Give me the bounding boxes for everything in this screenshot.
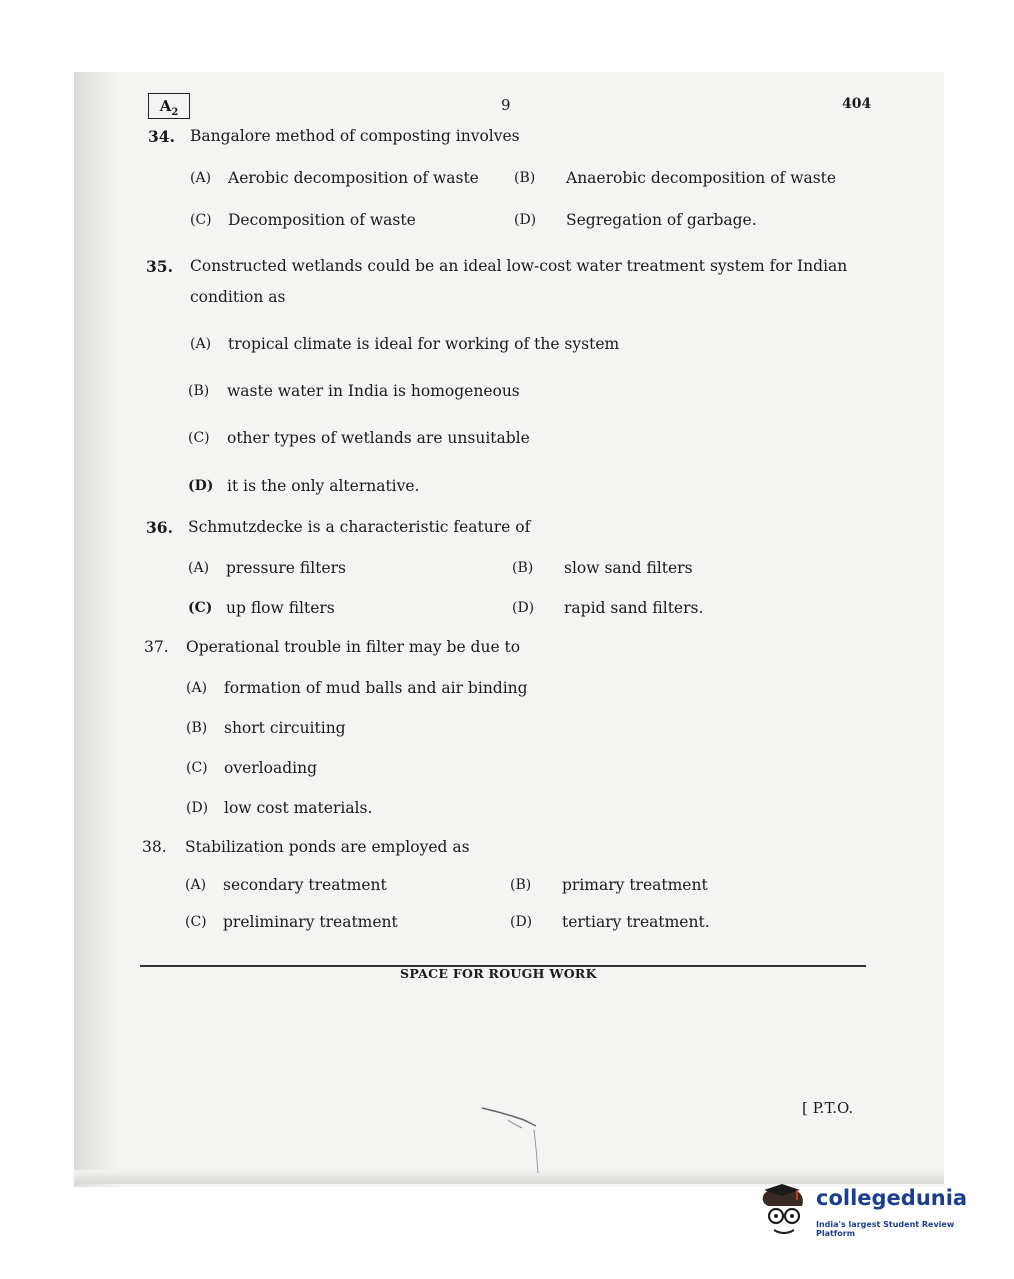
option-label: (A) (185, 877, 207, 893)
pto-label: [ P.T.O. (802, 1099, 854, 1117)
option-label: (A) (186, 680, 208, 696)
page-number: 9 (501, 96, 511, 114)
option-label: (C) (188, 600, 213, 616)
option-text: up flow filters (226, 599, 335, 617)
question-number: 34. (148, 127, 175, 146)
question-text: Operational trouble in filter may be due to (186, 638, 521, 656)
option-label: (B) (514, 170, 536, 186)
option-text: preliminary treatment (223, 913, 398, 931)
option-label: (C) (186, 760, 208, 776)
option-text: short circuiting (224, 719, 346, 737)
option-text: waste water in India is homogeneous (227, 382, 520, 400)
question-text: Constructed wetlands could be an ideal low-cost water treatment system for Indian (190, 257, 848, 275)
option-label: (C) (190, 212, 212, 228)
option-text: Aerobic decomposition of waste (228, 169, 479, 187)
option-text: primary treatment (562, 876, 708, 894)
option-label: (D) (512, 600, 535, 616)
option-text: pressure filters (226, 559, 346, 577)
option-label: (B) (510, 877, 532, 893)
option-text: other types of wetlands are unsuitable (227, 429, 530, 447)
brand-name: collegedunia (816, 1186, 968, 1210)
option-text: tropical climate is ideal for working of the system (228, 335, 620, 353)
option-label: (A) (190, 336, 212, 352)
question-text-continued: condition as (190, 288, 286, 306)
question-text: Stabilization ponds are employed as (185, 838, 470, 856)
option-text: rapid sand filters. (564, 599, 704, 617)
option-label: (C) (188, 430, 210, 446)
option-label: (C) (185, 914, 207, 930)
brand-tagline: India's largest Student Review Platform (816, 1220, 955, 1238)
option-text: secondary treatment (223, 876, 387, 894)
option-label: (D) (514, 212, 537, 228)
option-text: low cost materials. (224, 799, 373, 817)
option-text: Decomposition of waste (228, 211, 416, 229)
question-number: 36. (146, 518, 173, 537)
option-text: tertiary treatment. (562, 913, 710, 931)
question-text: Bangalore method of composting involves (190, 127, 520, 145)
option-label: (B) (186, 720, 208, 736)
option-label: (D) (188, 478, 214, 494)
question-number: 38. (142, 838, 167, 856)
series-badge: $A_2$ (148, 93, 190, 119)
option-label: (B) (512, 560, 534, 576)
option-text: it is the only alternative. (227, 477, 420, 495)
option-text: formation of mud balls and air binding (224, 679, 528, 697)
paper-tear-mark (478, 1098, 548, 1178)
option-label: (A) (190, 170, 212, 186)
option-label: (B) (188, 383, 210, 399)
rough-work-label: SPACE FOR ROUGH WORK (400, 966, 597, 981)
question-number: 37. (144, 638, 169, 656)
scanned-page (74, 72, 944, 1187)
question-number: 35. (146, 257, 173, 276)
option-label: (D) (510, 914, 533, 930)
paper-code: 404 (842, 96, 872, 112)
option-text: Anaerobic decomposition of waste (566, 169, 837, 187)
question-text: Schmutzdecke is a characteristic feature of (188, 518, 531, 536)
option-label: (D) (186, 800, 209, 816)
page-fold-shadow (74, 72, 122, 1187)
collegedunia-watermark (758, 1180, 988, 1240)
option-label: (A) (188, 560, 210, 576)
option-text: slow sand filters (564, 559, 693, 577)
option-text: Segregation of garbage. (566, 211, 757, 229)
option-text: overloading (224, 759, 317, 777)
graduate-mascot-icon (758, 1180, 814, 1240)
